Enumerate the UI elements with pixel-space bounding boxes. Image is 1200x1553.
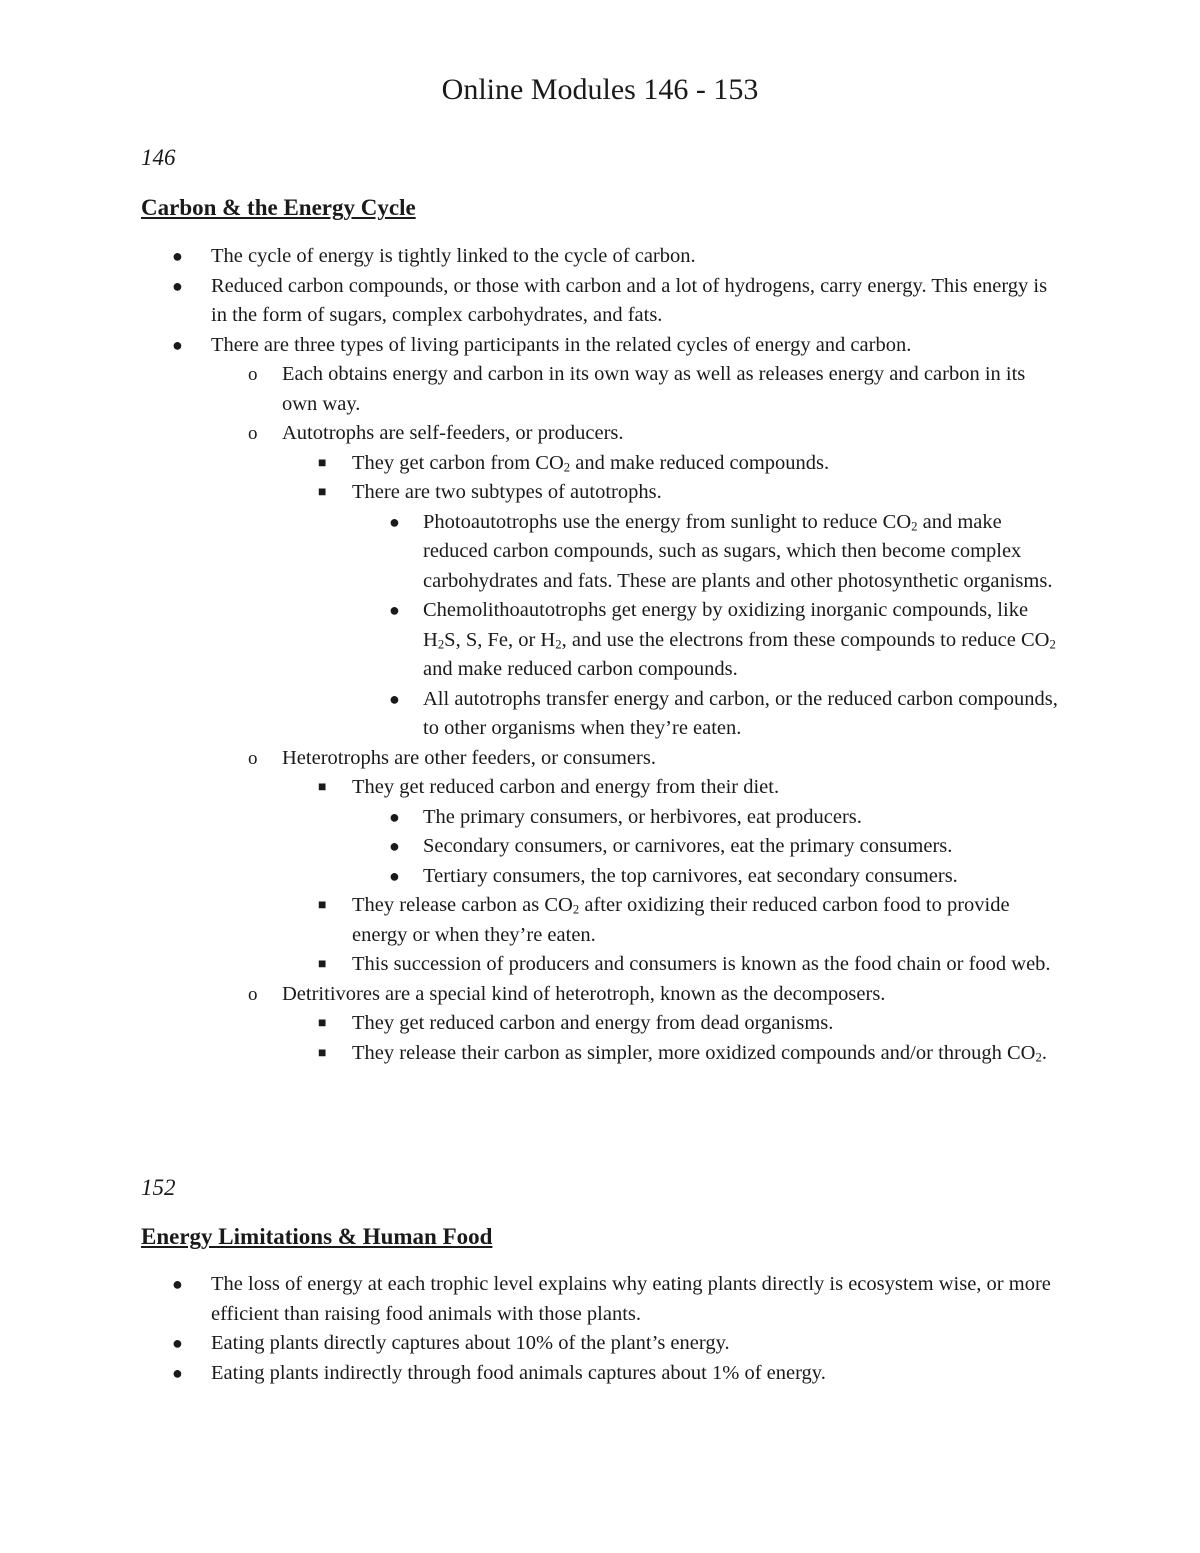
list-item: ● The primary consumers, or herbivores, eat producers. — [0, 803, 1063, 833]
list-item: o Heterotrophs are other feeders, or consumers. — [0, 744, 1061, 774]
filled-circle-bullet-icon: ● — [389, 836, 400, 856]
filled-circle-bullet-icon: ● — [389, 600, 400, 620]
module-number-152: 152 — [141, 1175, 176, 1200]
list-item: ● Reduced carbon compounds, or those with carbon and a lot of hydrogens, carry energy. This energy is in the form of sugars, complex carbohydrates, and fats. — [0, 272, 1061, 331]
hollow-o-bullet-icon: o — [248, 423, 258, 444]
square-bullet-icon: ■ — [318, 1045, 327, 1061]
list-item: ■ They release their carbon as simpler, more oxidized compounds and/or through $CO_2$. — [0, 1039, 1061, 1069]
list-item: ● Tertiary consumers, the top carnivores, eat secondary consumers. — [0, 862, 1063, 892]
list-item: ■ This succession of producers and consumers is known as the food chain or food web. — [0, 950, 1061, 980]
square-bullet-icon: ■ — [318, 957, 327, 972]
section-152-list — [0, 1270, 1200, 1388]
filled-circle-bullet-icon: ● — [389, 688, 400, 709]
filled-circle-bullet-icon: ● — [172, 1362, 183, 1383]
list-item: ■ There are two subtypes of autotrophs. — [0, 478, 1061, 508]
hollow-o-bullet-icon: o — [248, 747, 258, 769]
list-item: ● Secondary consumers, or carnivores, eat the primary consumers. — [0, 832, 1063, 862]
filled-circle-bullet-icon: ● — [172, 1274, 183, 1294]
square-bullet-icon: ■ — [318, 1016, 327, 1031]
list-item: ● The cycle of energy is tightly linked to the cycle of carbon. — [0, 242, 1061, 272]
list-item: o Autotrophs are self-feeders, or producers. — [0, 419, 1061, 449]
filled-circle-bullet-icon: ● — [172, 334, 183, 355]
list-item: ● Eating plants indirectly through food animals captures about 1% of energy. — [0, 1359, 1061, 1389]
square-bullet-icon: ■ — [318, 780, 327, 795]
hollow-o-bullet-icon: o — [248, 983, 258, 1005]
section-heading-energy-limitations: Energy Limitations & Human Food — [141, 1224, 493, 1249]
square-bullet-icon: ■ — [318, 485, 327, 500]
list-item: o Each obtains energy and carbon in its own way as well as releases energy and carbon in its own way. — [0, 360, 1061, 419]
list-item: ● There are three types of living participants in the related cycles of energy and carbon. — [0, 331, 1061, 361]
filled-circle-bullet-icon: ● — [172, 246, 183, 266]
list-item: ● Chemolithoautotrophs get energy by oxidizing inorganic compounds, like $H_2S$, S, Fe, or $H_2$, and use the electrons from these compounds to reduce $CO_2$ and make reduced carbon compounds. — [0, 596, 1063, 685]
square-bullet-icon: ■ — [318, 455, 327, 471]
filled-circle-bullet-icon: ● — [389, 865, 400, 886]
list-item: ■ They get reduced carbon and energy from their diet. — [0, 773, 1061, 803]
list-item: o Detritivores are a special kind of heterotroph, known as the decomposers. — [0, 980, 1061, 1010]
filled-circle-bullet-icon: ● — [172, 1333, 183, 1353]
list-item: ● Photoautotrophs use the energy from sunlight to reduce $CO_2$ and make reduced carbon compounds, such as sugars, which then become complex carbohydrates and fats. These are plants and other photosynthetic organisms. — [0, 508, 1063, 597]
hollow-o-bullet-icon: o — [248, 364, 258, 385]
section-heading-carbon-energy-cycle: Carbon & the Energy Cycle — [141, 195, 416, 220]
list-item: ● All autotrophs transfer energy and carbon, or the reduced carbon compounds, to other organisms when they’re eaten. — [0, 685, 1063, 744]
filled-circle-bullet-icon: ● — [389, 511, 400, 532]
filled-circle-bullet-icon: ● — [389, 806, 400, 827]
page-title: Online Modules 146 - 153 — [441, 73, 759, 106]
list-item: ● The loss of energy at each trophic level explains why eating plants directly is ecosystem wise, or more efficient than raising food animals with those plants. — [0, 1270, 1061, 1329]
module-number-146: 146 — [141, 145, 176, 170]
list-item: ■ They release carbon as $CO_2$ after oxidizing their reduced carbon food to provide energy or when they’re eaten. — [0, 891, 1061, 950]
section-146-list — [0, 242, 1200, 1068]
list-item: ● Eating plants directly captures about 10% of the plant’s energy. — [0, 1329, 1061, 1359]
list-item: ■ They get reduced carbon and energy from dead organisms. — [0, 1009, 1061, 1039]
list-item: ■ They get carbon from $CO_2$ and make reduced compounds. — [0, 449, 1061, 479]
square-bullet-icon: ■ — [318, 898, 327, 913]
filled-circle-bullet-icon: ● — [172, 275, 183, 296]
